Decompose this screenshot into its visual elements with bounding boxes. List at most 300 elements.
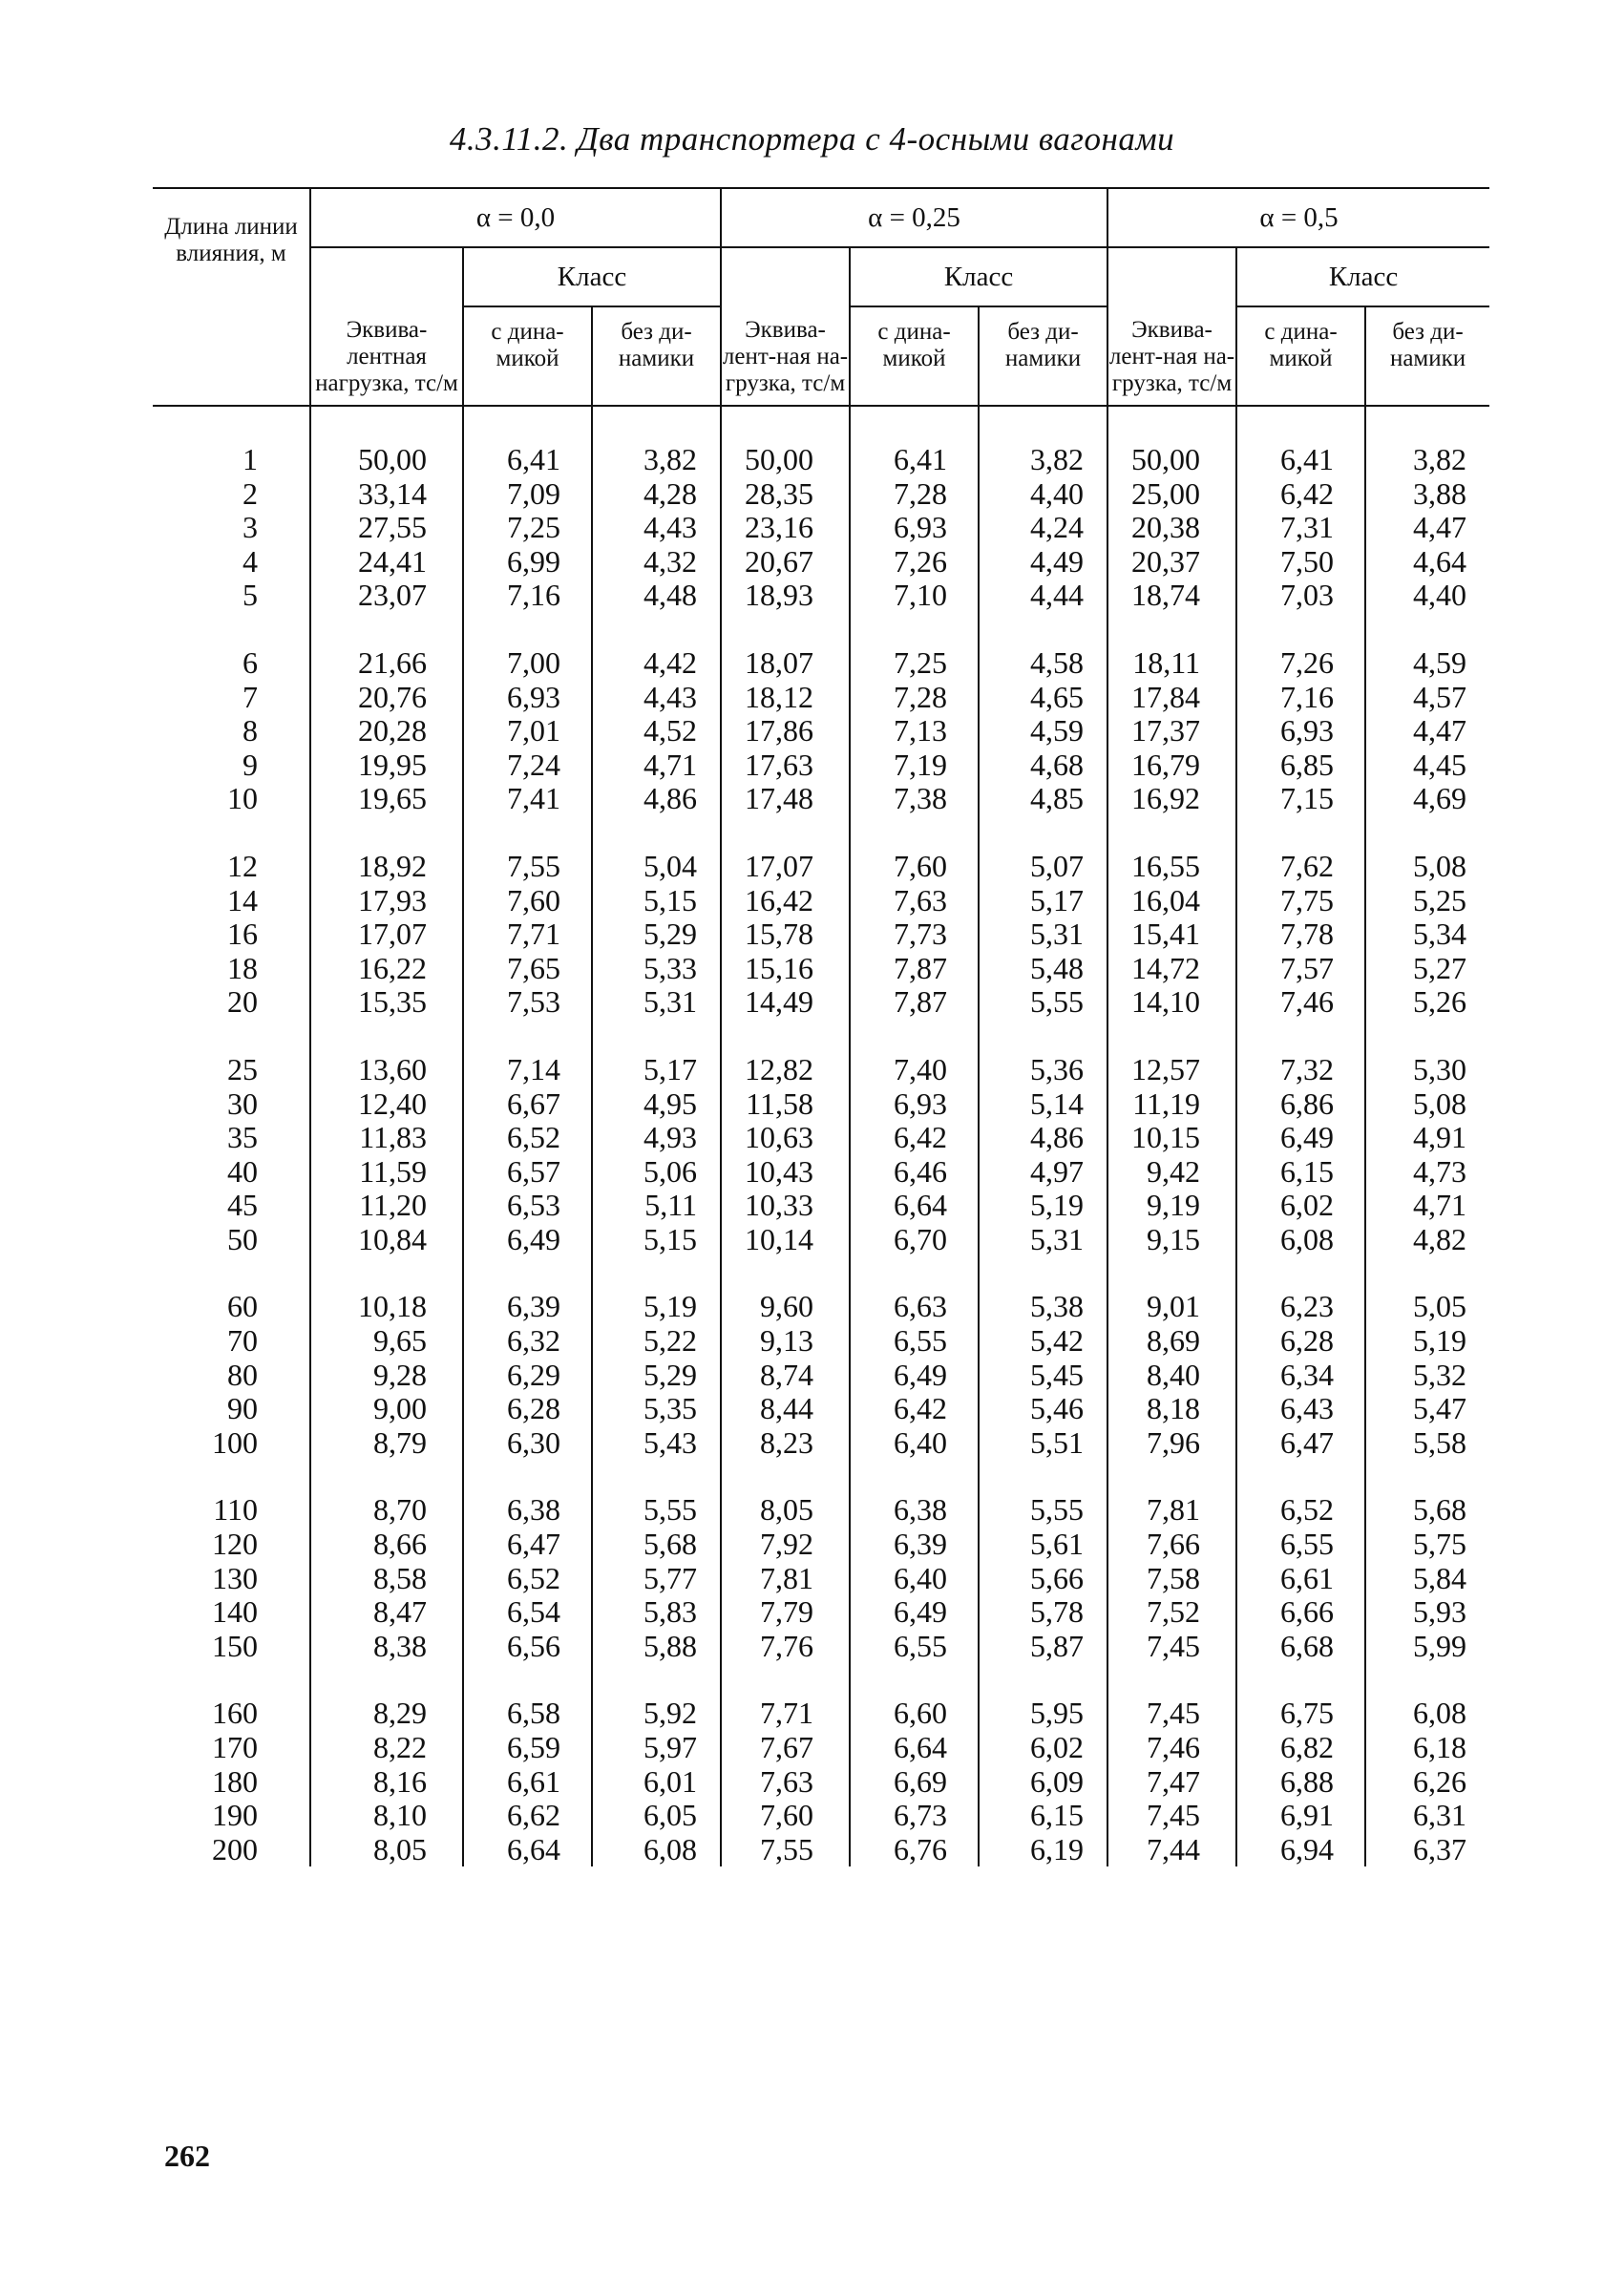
cell-value: 6,08 bbox=[1236, 1223, 1365, 1257]
cell-value: 3,82 bbox=[979, 406, 1107, 477]
cell-value: 6,49 bbox=[850, 1595, 979, 1630]
cell-value: 7,46 bbox=[1236, 985, 1365, 1020]
cell-value: 4,47 bbox=[1365, 511, 1489, 545]
table-body bbox=[153, 406, 1489, 1866]
cell-value: 4,48 bbox=[592, 579, 721, 613]
cell-length: 130 bbox=[212, 1560, 258, 1595]
table-row bbox=[153, 1731, 1489, 1765]
header-class-025: Класс bbox=[850, 247, 1107, 306]
cell-value: 8,74 bbox=[721, 1359, 850, 1393]
table-row bbox=[153, 1121, 1489, 1155]
cell-value: 9,00 bbox=[310, 1392, 463, 1426]
cell-value: 7,28 bbox=[850, 477, 979, 512]
cell-value: 7,40 bbox=[850, 1020, 979, 1087]
cell-value: 4,68 bbox=[979, 748, 1107, 783]
cell-value: 7,75 bbox=[1236, 884, 1365, 918]
cell-value: 6,09 bbox=[979, 1765, 1107, 1800]
cell-value: 7,92 bbox=[721, 1528, 850, 1562]
cell-value: 5,15 bbox=[592, 1223, 721, 1257]
cell-value: 6,34 bbox=[1236, 1359, 1365, 1393]
cell-value: 6,15 bbox=[1236, 1155, 1365, 1190]
cell-value: 6,58 bbox=[463, 1663, 592, 1731]
cell-value: 19,65 bbox=[310, 782, 463, 816]
cell-value: 5,07 bbox=[979, 816, 1107, 884]
header-alpha-05: α = 0,5 bbox=[1107, 188, 1489, 247]
header-equiv-load-025: Эквива-лент-ная на-грузка, тс/м bbox=[721, 247, 850, 406]
cell-value: 5,58 bbox=[1365, 1426, 1489, 1461]
cell-value: 6,42 bbox=[850, 1121, 979, 1155]
table-row bbox=[153, 1256, 1489, 1324]
cell-value: 7,62 bbox=[1236, 816, 1365, 884]
cell-value: 5,17 bbox=[979, 884, 1107, 918]
cell-value: 6,40 bbox=[850, 1426, 979, 1461]
cell-value: 17,93 bbox=[310, 884, 463, 918]
cell-value: 7,03 bbox=[1236, 579, 1365, 613]
cell-value: 6,64 bbox=[463, 1833, 592, 1867]
cell-length: 20 bbox=[227, 984, 258, 1020]
cell-value: 7,81 bbox=[1107, 1460, 1236, 1528]
cell-length: 8 bbox=[243, 713, 258, 748]
cell-value: 6,57 bbox=[463, 1155, 592, 1190]
table-row bbox=[153, 1528, 1489, 1562]
cell-value: 7,71 bbox=[463, 917, 592, 952]
cell-value: 6,69 bbox=[850, 1765, 979, 1800]
cell-value: 5,88 bbox=[592, 1630, 721, 1664]
cell-length: 25 bbox=[227, 1051, 258, 1086]
cell-value: 6,47 bbox=[463, 1528, 592, 1562]
table-row bbox=[153, 1562, 1489, 1596]
cell-value: 7,78 bbox=[1236, 917, 1365, 952]
cell-value: 7,63 bbox=[850, 884, 979, 918]
cell-value: 17,63 bbox=[721, 748, 850, 783]
cell-value: 16,79 bbox=[1107, 748, 1236, 783]
cell-value: 6,37 bbox=[1365, 1833, 1489, 1867]
cell-value: 20,76 bbox=[310, 681, 463, 715]
cell-length: 30 bbox=[227, 1086, 258, 1121]
cell-value: 4,42 bbox=[592, 613, 721, 681]
table-row bbox=[153, 1460, 1489, 1528]
header-with-dyn-0: с дина-микой bbox=[463, 306, 592, 406]
cell-value: 4,45 bbox=[1365, 748, 1489, 783]
cell-value: 6,94 bbox=[1236, 1833, 1365, 1867]
cell-value: 16,92 bbox=[1107, 782, 1236, 816]
cell-value: 7,76 bbox=[721, 1630, 850, 1664]
cell-value: 14,10 bbox=[1107, 985, 1236, 1020]
cell-value: 6,39 bbox=[463, 1256, 592, 1324]
cell-value: 6,26 bbox=[1365, 1765, 1489, 1800]
cell-value: 6,49 bbox=[463, 1223, 592, 1257]
cell-value: 4,86 bbox=[979, 1121, 1107, 1155]
table-container bbox=[153, 187, 1489, 1866]
cell-value: 7,16 bbox=[463, 579, 592, 613]
table-row bbox=[153, 1765, 1489, 1800]
cell-value: 4,73 bbox=[1365, 1155, 1489, 1190]
cell-value: 9,15 bbox=[1107, 1223, 1236, 1257]
header-with-dyn-05: с дина-микой bbox=[1236, 306, 1365, 406]
cell-value: 7,01 bbox=[463, 714, 592, 748]
cell-value: 9,01 bbox=[1107, 1256, 1236, 1324]
cell-value: 4,40 bbox=[979, 477, 1107, 512]
table-row bbox=[153, 714, 1489, 748]
cell-value: 5,93 bbox=[1365, 1595, 1489, 1630]
cell-value: 5,31 bbox=[979, 917, 1107, 952]
cell-value: 8,18 bbox=[1107, 1392, 1236, 1426]
cell-value: 7,16 bbox=[1236, 681, 1365, 715]
cell-value: 6,76 bbox=[850, 1833, 979, 1867]
table-row bbox=[153, 985, 1489, 1020]
cell-value: 5,78 bbox=[979, 1595, 1107, 1630]
cell-length: 90 bbox=[227, 1391, 258, 1426]
cell-value: 5,35 bbox=[592, 1392, 721, 1426]
cell-length: 50 bbox=[227, 1221, 258, 1256]
cell-value: 7,15 bbox=[1236, 782, 1365, 816]
page-number: 262 bbox=[164, 2139, 210, 2173]
cell-value: 7,55 bbox=[721, 1833, 850, 1867]
table-row bbox=[153, 1630, 1489, 1664]
cell-value: 20,28 bbox=[310, 714, 463, 748]
cell-value: 5,33 bbox=[592, 952, 721, 986]
cell-value: 6,32 bbox=[463, 1324, 592, 1359]
cell-value: 8,47 bbox=[310, 1595, 463, 1630]
table-row bbox=[153, 545, 1489, 580]
cell-value: 5,84 bbox=[1365, 1562, 1489, 1596]
cell-value: 7,47 bbox=[1107, 1765, 1236, 1800]
cell-value: 4,91 bbox=[1365, 1121, 1489, 1155]
cell-value: 7,44 bbox=[1107, 1833, 1236, 1867]
cell-value: 6,85 bbox=[1236, 748, 1365, 783]
cell-value: 6,18 bbox=[1365, 1731, 1489, 1765]
cell-value: 5,99 bbox=[1365, 1630, 1489, 1664]
cell-value: 18,12 bbox=[721, 681, 850, 715]
cell-value: 5,55 bbox=[979, 1460, 1107, 1528]
cell-value: 7,32 bbox=[1236, 1020, 1365, 1087]
cell-value: 7,19 bbox=[850, 748, 979, 783]
cell-value: 27,55 bbox=[310, 511, 463, 545]
cell-value: 7,55 bbox=[463, 816, 592, 884]
cell-value: 4,52 bbox=[592, 714, 721, 748]
cell-value: 6,93 bbox=[1236, 714, 1365, 748]
cell-value: 18,92 bbox=[310, 816, 463, 884]
cell-value: 6,53 bbox=[463, 1189, 592, 1223]
cell-value: 8,38 bbox=[310, 1630, 463, 1664]
cell-value: 6,52 bbox=[463, 1121, 592, 1155]
header-without-dyn-05: без ди-намики bbox=[1365, 306, 1489, 406]
cell-value: 11,58 bbox=[721, 1087, 850, 1122]
cell-value: 4,58 bbox=[979, 613, 1107, 681]
cell-value: 19,95 bbox=[310, 748, 463, 783]
cell-value: 5,45 bbox=[979, 1359, 1107, 1393]
cell-length: 16 bbox=[227, 917, 258, 952]
cell-value: 6,52 bbox=[1236, 1460, 1365, 1528]
cell-length: 190 bbox=[212, 1798, 258, 1833]
table-row bbox=[153, 406, 1489, 477]
cell-value: 5,17 bbox=[592, 1020, 721, 1087]
cell-value: 9,19 bbox=[1107, 1189, 1236, 1223]
cell-value: 4,28 bbox=[592, 477, 721, 512]
cell-value: 7,66 bbox=[1107, 1528, 1236, 1562]
cell-value: 6,61 bbox=[463, 1765, 592, 1800]
cell-value: 5,30 bbox=[1365, 1020, 1489, 1087]
cell-value: 11,20 bbox=[310, 1189, 463, 1223]
cell-value: 6,41 bbox=[850, 406, 979, 477]
table-row bbox=[153, 1595, 1489, 1630]
cell-value: 20,38 bbox=[1107, 511, 1236, 545]
cell-length: 18 bbox=[227, 950, 258, 985]
cell-length: 60 bbox=[227, 1289, 258, 1324]
cell-value: 6,28 bbox=[1236, 1324, 1365, 1359]
table-row bbox=[153, 1799, 1489, 1833]
cell-value: 23,07 bbox=[310, 579, 463, 613]
table-row bbox=[153, 952, 1489, 986]
cell-value: 8,70 bbox=[310, 1460, 463, 1528]
table-row bbox=[153, 1020, 1489, 1087]
cell-value: 15,78 bbox=[721, 917, 850, 952]
cell-value: 6,64 bbox=[850, 1731, 979, 1765]
cell-value: 5,08 bbox=[1365, 816, 1489, 884]
table-row bbox=[153, 511, 1489, 545]
cell-value: 5,06 bbox=[592, 1155, 721, 1190]
cell-value: 6,93 bbox=[850, 511, 979, 545]
cell-value: 6,68 bbox=[1236, 1630, 1365, 1664]
cell-value: 6,55 bbox=[850, 1324, 979, 1359]
table-row bbox=[153, 1833, 1489, 1867]
cell-value: 6,42 bbox=[1236, 477, 1365, 512]
cell-value: 4,59 bbox=[979, 714, 1107, 748]
cell-value: 7,53 bbox=[463, 985, 592, 1020]
cell-length: 110 bbox=[213, 1492, 258, 1528]
table-row bbox=[153, 579, 1489, 613]
cell-value: 6,41 bbox=[463, 406, 592, 477]
cell-value: 6,15 bbox=[979, 1799, 1107, 1833]
cell-value: 5,46 bbox=[979, 1392, 1107, 1426]
cell-value: 6,61 bbox=[1236, 1562, 1365, 1596]
cell-value: 5,68 bbox=[592, 1528, 721, 1562]
cell-value: 8,79 bbox=[310, 1426, 463, 1461]
cell-value: 11,19 bbox=[1107, 1087, 1236, 1122]
cell-value: 16,42 bbox=[721, 884, 850, 918]
table-row bbox=[153, 782, 1489, 816]
cell-value: 6,55 bbox=[1236, 1528, 1365, 1562]
cell-value: 50,00 bbox=[721, 406, 850, 477]
cell-value: 5,55 bbox=[592, 1460, 721, 1528]
cell-value: 6,64 bbox=[850, 1189, 979, 1223]
cell-value: 6,49 bbox=[1236, 1121, 1365, 1155]
cell-length: 170 bbox=[212, 1730, 258, 1764]
cell-length: 12 bbox=[227, 848, 258, 883]
cell-value: 6,55 bbox=[850, 1630, 979, 1664]
cell-value: 14,72 bbox=[1107, 952, 1236, 986]
cell-value: 7,26 bbox=[1236, 613, 1365, 681]
cell-value: 7,65 bbox=[463, 952, 592, 986]
cell-value: 5,26 bbox=[1365, 985, 1489, 1020]
cell-length: 150 bbox=[212, 1628, 258, 1663]
cell-value: 10,14 bbox=[721, 1223, 850, 1257]
cell-value: 7,38 bbox=[850, 782, 979, 816]
cell-value: 7,57 bbox=[1236, 952, 1365, 986]
cell-value: 5,92 bbox=[592, 1663, 721, 1731]
cell-value: 5,04 bbox=[592, 816, 721, 884]
cell-value: 18,07 bbox=[721, 613, 850, 681]
header-length: Длина линии влияния, м bbox=[164, 214, 298, 266]
cell-value: 6,91 bbox=[1236, 1799, 1365, 1833]
table-row bbox=[153, 1359, 1489, 1393]
cell-value: 15,16 bbox=[721, 952, 850, 986]
cell-value: 6,49 bbox=[850, 1359, 979, 1393]
cell-value: 4,82 bbox=[1365, 1223, 1489, 1257]
cell-value: 5,11 bbox=[592, 1189, 721, 1223]
cell-value: 10,15 bbox=[1107, 1121, 1236, 1155]
cell-length: 6 bbox=[243, 644, 258, 680]
cell-value: 5,22 bbox=[592, 1324, 721, 1359]
cell-length: 180 bbox=[212, 1763, 258, 1799]
cell-value: 6,05 bbox=[592, 1799, 721, 1833]
cell-value: 3,82 bbox=[592, 406, 721, 477]
cell-value: 8,69 bbox=[1107, 1324, 1236, 1359]
cell-value: 9,42 bbox=[1107, 1155, 1236, 1190]
load-table bbox=[153, 187, 1489, 1866]
cell-value: 4,85 bbox=[979, 782, 1107, 816]
cell-value: 6,02 bbox=[979, 1731, 1107, 1765]
cell-value: 6,29 bbox=[463, 1359, 592, 1393]
cell-length: 120 bbox=[212, 1527, 258, 1562]
cell-value: 10,33 bbox=[721, 1189, 850, 1223]
cell-value: 5,19 bbox=[592, 1256, 721, 1324]
cell-value: 3,82 bbox=[1365, 406, 1489, 477]
table-row bbox=[153, 681, 1489, 715]
cell-value: 5,75 bbox=[1365, 1528, 1489, 1562]
cell-value: 7,28 bbox=[850, 681, 979, 715]
table-row bbox=[153, 1663, 1489, 1731]
cell-value: 7,87 bbox=[850, 985, 979, 1020]
cell-value: 5,34 bbox=[1365, 917, 1489, 952]
cell-value: 6,19 bbox=[979, 1833, 1107, 1867]
cell-value: 6,38 bbox=[463, 1460, 592, 1528]
cell-length: 7 bbox=[243, 679, 258, 714]
table-row bbox=[153, 1324, 1489, 1359]
cell-value: 7,31 bbox=[1236, 511, 1365, 545]
cell-value: 9,28 bbox=[310, 1359, 463, 1393]
cell-value: 7,24 bbox=[463, 748, 592, 783]
cell-value: 6,38 bbox=[850, 1460, 979, 1528]
header-with-dyn-025: с дина-микой bbox=[850, 306, 979, 406]
cell-value: 7,13 bbox=[850, 714, 979, 748]
cell-value: 10,43 bbox=[721, 1155, 850, 1190]
cell-value: 4,97 bbox=[979, 1155, 1107, 1190]
cell-value: 4,44 bbox=[979, 579, 1107, 613]
header-without-dyn-025: без ди-намики bbox=[979, 306, 1107, 406]
cell-value: 16,55 bbox=[1107, 816, 1236, 884]
cell-value: 6,56 bbox=[463, 1630, 592, 1664]
table-row bbox=[153, 1155, 1489, 1190]
cell-length: 14 bbox=[227, 882, 258, 917]
cell-value: 4,64 bbox=[1365, 545, 1489, 580]
cell-value: 7,45 bbox=[1107, 1630, 1236, 1664]
cell-value: 7,81 bbox=[721, 1562, 850, 1596]
cell-value: 5,43 bbox=[592, 1426, 721, 1461]
cell-value: 7,96 bbox=[1107, 1426, 1236, 1461]
cell-value: 5,51 bbox=[979, 1426, 1107, 1461]
cell-length: 4 bbox=[243, 543, 258, 579]
cell-value: 4,71 bbox=[592, 748, 721, 783]
cell-value: 21,66 bbox=[310, 613, 463, 681]
cell-value: 7,60 bbox=[850, 816, 979, 884]
cell-value: 6,01 bbox=[592, 1765, 721, 1800]
cell-value: 5,61 bbox=[979, 1528, 1107, 1562]
cell-value: 15,41 bbox=[1107, 917, 1236, 952]
cell-value: 8,29 bbox=[310, 1663, 463, 1731]
cell-value: 5,66 bbox=[979, 1562, 1107, 1596]
cell-value: 4,40 bbox=[1365, 579, 1489, 613]
cell-length: 80 bbox=[227, 1357, 258, 1392]
cell-value: 6,23 bbox=[1236, 1256, 1365, 1324]
cell-value: 25,00 bbox=[1107, 477, 1236, 512]
cell-value: 4,24 bbox=[979, 511, 1107, 545]
cell-value: 3,88 bbox=[1365, 477, 1489, 512]
cell-value: 5,31 bbox=[592, 985, 721, 1020]
cell-value: 6,86 bbox=[1236, 1087, 1365, 1122]
cell-value: 11,59 bbox=[310, 1155, 463, 1190]
header-equiv-load-05: Эквива-лент-ная на-грузка, тс/м bbox=[1107, 247, 1236, 406]
header-class-05: Класс bbox=[1236, 247, 1489, 306]
header-equiv-load-0: Эквива-лентная нагрузка, тс/м bbox=[310, 247, 463, 406]
cell-value: 6,43 bbox=[1236, 1392, 1365, 1426]
cell-value: 9,65 bbox=[310, 1324, 463, 1359]
cell-value: 6,62 bbox=[463, 1799, 592, 1833]
cell-value: 5,55 bbox=[979, 985, 1107, 1020]
table-row bbox=[153, 816, 1489, 884]
cell-value: 5,83 bbox=[592, 1595, 721, 1630]
cell-value: 4,57 bbox=[1365, 681, 1489, 715]
header-alpha-0: α = 0,0 bbox=[310, 188, 721, 247]
table-row bbox=[153, 1392, 1489, 1426]
cell-value: 50,00 bbox=[1107, 406, 1236, 477]
cell-value: 8,10 bbox=[310, 1799, 463, 1833]
cell-value: 6,70 bbox=[850, 1223, 979, 1257]
cell-value: 6,08 bbox=[1365, 1663, 1489, 1731]
cell-value: 11,83 bbox=[310, 1121, 463, 1155]
cell-value: 18,74 bbox=[1107, 579, 1236, 613]
cell-value: 6,82 bbox=[1236, 1731, 1365, 1765]
cell-value: 6,66 bbox=[1236, 1595, 1365, 1630]
cell-value: 6,60 bbox=[850, 1663, 979, 1731]
cell-value: 9,13 bbox=[721, 1324, 850, 1359]
cell-length: 9 bbox=[243, 747, 258, 782]
cell-value: 50,00 bbox=[310, 406, 463, 477]
cell-value: 7,45 bbox=[1107, 1799, 1236, 1833]
cell-value: 9,60 bbox=[721, 1256, 850, 1324]
cell-value: 7,41 bbox=[463, 782, 592, 816]
cell-value: 7,73 bbox=[850, 917, 979, 952]
cell-length: 100 bbox=[212, 1424, 258, 1460]
cell-value: 4,32 bbox=[592, 545, 721, 580]
cell-value: 12,82 bbox=[721, 1020, 850, 1087]
cell-value: 5,95 bbox=[979, 1663, 1107, 1731]
cell-value: 5,47 bbox=[1365, 1392, 1489, 1426]
cell-value: 5,32 bbox=[1365, 1359, 1489, 1393]
cell-length: 2 bbox=[243, 475, 258, 511]
cell-value: 7,52 bbox=[1107, 1595, 1236, 1630]
cell-value: 8,44 bbox=[721, 1392, 850, 1426]
cell-value: 7,25 bbox=[463, 511, 592, 545]
cell-length: 70 bbox=[227, 1323, 258, 1359]
cell-value: 4,47 bbox=[1365, 714, 1489, 748]
cell-value: 5,77 bbox=[592, 1562, 721, 1596]
cell-value: 17,07 bbox=[310, 917, 463, 952]
cell-value: 17,48 bbox=[721, 782, 850, 816]
cell-length: 45 bbox=[227, 1188, 258, 1223]
cell-value: 7,45 bbox=[1107, 1663, 1236, 1731]
cell-value: 7,67 bbox=[721, 1731, 850, 1765]
